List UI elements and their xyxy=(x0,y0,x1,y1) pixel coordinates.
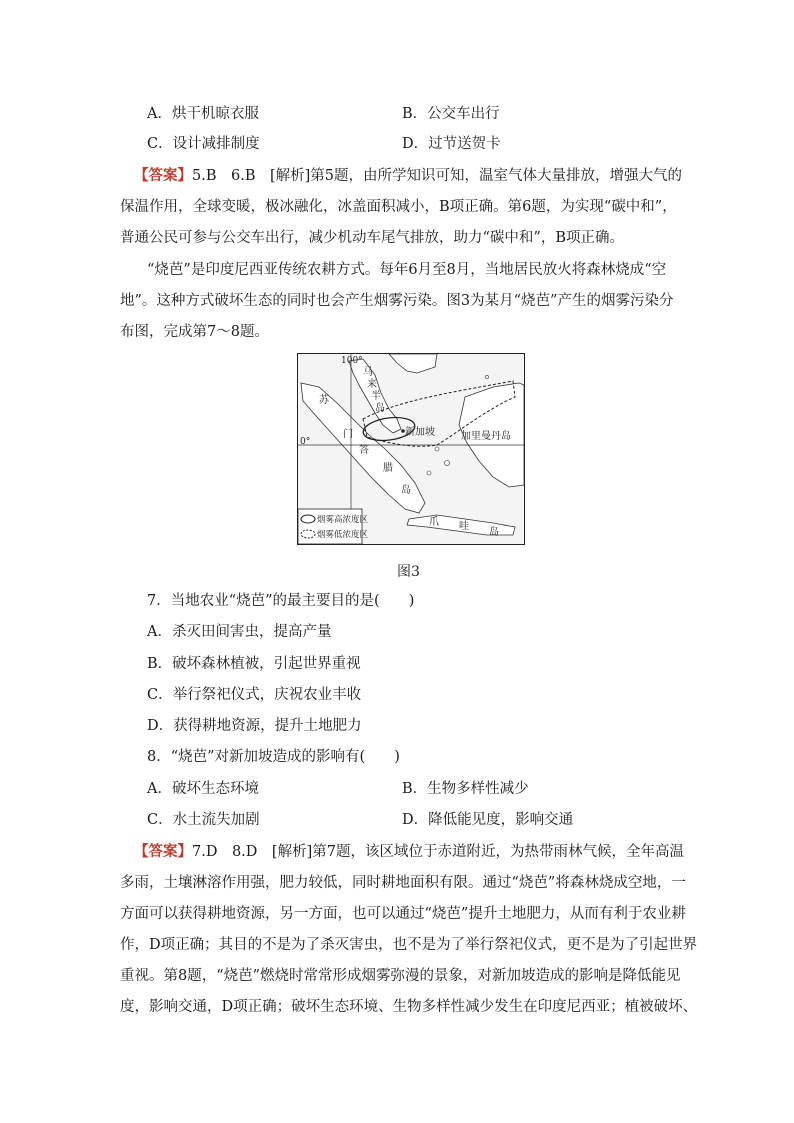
answer-7-8-line6: 度，影响交通，D项正确；破坏生态环境、生物多样性减少发生在印度尼西亚；植被破坏、 xyxy=(120,999,698,1015)
answer-7-8-line5: 重视。第8题，“烧芭”燃烧时常常形成烟雾弥漫的景象，对新加坡造成的影响是降低能见 xyxy=(120,968,681,984)
longitude-label: 100° xyxy=(341,356,363,366)
q8-option-d: D．降低能见度，影响交通 xyxy=(402,812,574,828)
answer-5-6-line3: 普通公民可参与公交车出行，减少机动车尾气排放，助力“碳中和”，B项正确。 xyxy=(120,230,624,246)
svg-text:门: 门 xyxy=(343,429,353,440)
q8-option-c: C．水土流失加剧 xyxy=(147,812,260,828)
q7-stem: 7．当地农业“烧芭”的最主要目的是( ) xyxy=(147,593,415,609)
q8-stem: 8．“烧芭”对新加坡造成的影响有( ) xyxy=(147,749,400,765)
q7-option-b: B．破坏森林植被，引起世界重视 xyxy=(147,656,361,672)
answer-5-6-line2: 保温作用，全球变暖，极冰融化，冰盖面积减小，B项正确。第6题，为实现“碳中和”， xyxy=(120,199,677,215)
legend-low: 烟雾低浓度区 xyxy=(317,530,369,540)
q8-option-a: A．破坏生态环境 xyxy=(147,781,259,797)
option-c: C．设计减排制度 xyxy=(147,136,260,152)
intro-line1: “烧芭”是印度尼西亚传统农耕方式。每年6月至8月，当地居民放火将森林烧成“空 xyxy=(147,262,667,278)
intro-line3: 布图，完成第7～8题。 xyxy=(120,324,269,340)
answer-7-8-line4: 作，D项正确；其目的不是为了杀灭害虫，也不是为了举行祭祀仪式，更不是为了引起世界 xyxy=(120,937,698,953)
intro-line2: 地”。这种方式破坏生态的同时也会产生烟雾污染。图3为某月“烧芭”产生的烟雾污染分 xyxy=(120,293,674,309)
latitude-label: 0° xyxy=(300,437,311,447)
svg-text:爪: 爪 xyxy=(429,517,439,528)
option-a: A．烘干机晾衣服 xyxy=(147,106,259,122)
answer-tag: 【答案】 xyxy=(134,843,192,860)
singapore-label: 新加坡 xyxy=(405,427,435,438)
option-b: B．公交车出行 xyxy=(402,106,500,122)
answer-7-8-line3: 方面可以获得耕地资源，另一方面，也可以通过“烧芭”提升土地肥力，从而有利于农业耕 xyxy=(120,906,686,922)
kalimantan-label: 加里曼丹岛 xyxy=(461,431,511,442)
svg-text:岛: 岛 xyxy=(375,403,385,414)
q8-option-b: B．生物多样性减少 xyxy=(402,781,529,797)
svg-text:哇: 哇 xyxy=(459,521,469,532)
q7-option-d: D．获得耕地资源，提升土地肥力 xyxy=(147,718,362,734)
svg-text:半: 半 xyxy=(371,391,381,402)
svg-text:岛: 岛 xyxy=(401,485,411,496)
q7-option-c: C．举行祭祀仪式，庆祝农业丰收 xyxy=(147,687,362,703)
svg-text:腊: 腊 xyxy=(383,463,393,474)
answer-tag: 【答案】 xyxy=(134,167,192,184)
svg-text:来: 来 xyxy=(367,379,377,390)
smoke-pollution-map xyxy=(297,353,525,545)
answer-7-8-line1: 【答案】7.D 8.D [解析]第7题，该区域位于赤道附近，为热带雨林气候，全年高温 xyxy=(134,843,684,860)
svg-text:马: 马 xyxy=(363,367,373,378)
svg-text:答: 答 xyxy=(359,445,369,456)
option-d: D．过节送贺卡 xyxy=(402,136,501,152)
svg-text:岛: 岛 xyxy=(489,527,499,538)
figure-caption: 图3 xyxy=(397,564,420,580)
q7-option-a: A．杀灭田间害虫，提高产量 xyxy=(147,624,332,640)
svg-text:苏: 苏 xyxy=(319,395,329,406)
answer-7-8-line2: 多雨，土壤淋溶作用强，肥力较低，同时耕地面积有限。通过“烧芭”将森林烧成空地，一 xyxy=(120,875,686,891)
legend-high: 烟雾高浓度区 xyxy=(317,515,369,525)
answer-5-6-line1: 【答案】5.B 6.B [解析]第5题，由所学知识可知，温室气体大量排放，增强大气的 xyxy=(134,167,683,184)
